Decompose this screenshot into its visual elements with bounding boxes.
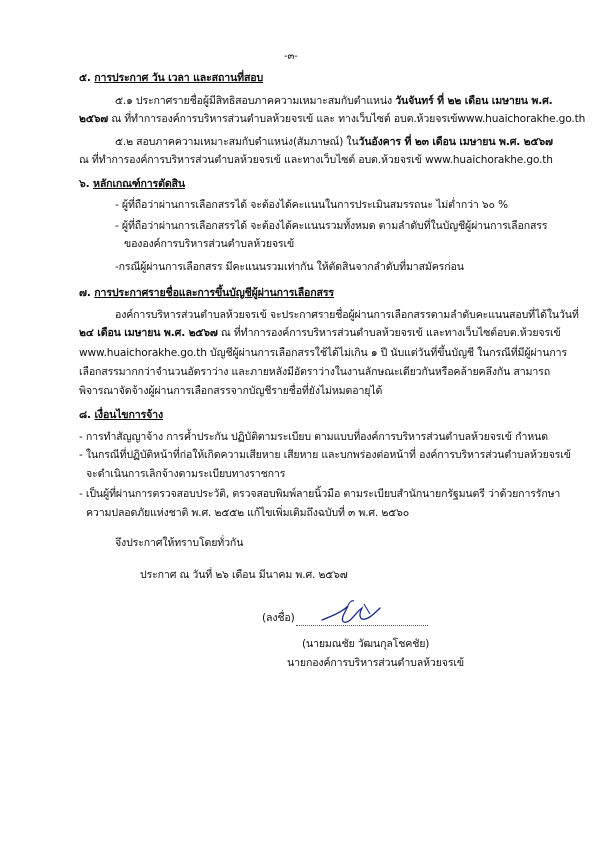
section-7-heading [79, 287, 334, 300]
section-5-2-line2: ณ ที่ทำการองค์การบริหารส่วนตำบลห้วยจรเข้ และทางเว็บไซต์ อบต.ห้วยจรเข้ www.huaichorakhe.go.th [79, 154, 553, 166]
section-8-title: เงื่อนไขการจ้าง [94, 409, 164, 421]
section-6-item-2-cont: ขององค์การบริหารส่วนตำบลห้วยจรเข้ [124, 238, 295, 250]
section-8-item-3-cont: ความปลอดภัยแห่งชาติ พ.ศ. ๒๕๕๒ แก้ไขเพิ่มเติมถึงฉบับที่ ๓ พ.ศ. ๒๕๖๐ [86, 507, 410, 519]
signature-label: (ลงชื่อ) [262, 612, 295, 624]
signature-image [318, 598, 384, 634]
section-5-2-line1 [115, 136, 553, 149]
section-5-1-date: วันจันทร์ ที่ ๒๒ เดือน เมษายน พ.ศ. [395, 95, 553, 107]
section-7-line3: www.huaichorakhe.go.th บัญชีผู้ผ่านการเลือกสรรใช้ได้ไม่เกิน ๑ ปี นับแต่วันที่ขึ้นบัญชี ในกรณีที่มีผู้ผ่านการ [79, 347, 567, 359]
section-5-1-text: ๕.๑ ประกาศรายชื่อผู้มีสิทธิสอบภาคความเหมาะสมกับตำแหน่ง [115, 95, 392, 107]
section-8-number: ๘. [79, 409, 91, 421]
section-7-date: ๒๔ เดือน เมษายน พ.ศ. ๒๕๖๗ [79, 327, 218, 339]
section-7-line5: พิจารณาจัดจ้างผู้ผ่านการเลือกสรรจากบัญชีรายชื่อที่ยังไม่หมดอายุได้ [79, 385, 383, 397]
section-8-item-3: - เป็นผู้ที่ผ่านการตรวจสอบประวัติ, ตรวจสอบพิมพ์ลายนิ้วมือ ตามระเบียบสำนักนายกรัฐมนตรี ว่าด้วยการรักษา [79, 488, 561, 500]
section-6-number: ๖. [79, 178, 90, 190]
section-5-1-place: ณ ที่ทำการองค์การบริหารส่วนตำบลห้วยจรเข้ และ ทางเว็บไซต์ อบต.ห้วยจรเข้www.huaichorakhe.go.th [111, 113, 586, 125]
section-7-title: การประกาศรายชื่อและการขึ้นบัญชีผู้ผ่านการเลือกสรร [94, 287, 334, 299]
section-6-heading [79, 178, 185, 191]
page-number: -๓- [284, 51, 298, 62]
section-7-place: ณ ที่ทำการองค์การบริหารส่วนตำบลห้วยจรเข้ และทางเว็บไซต์อบต.ห้วยจรเข้ [220, 327, 561, 339]
section-5-1-year: ๒๕๖๗ [79, 113, 109, 125]
closing-statement: จึงประกาศให้ทราบโดยทั่วกัน [115, 537, 244, 549]
section-6-item-2: - ผู้ที่ถือว่าผ่านการเลือกสรรได้ จะต้องได้คะแนนรวมทั้งหมด ตามลำดับที่ในบัญชีผู้ผ่านการเลือกสรร [115, 220, 548, 232]
section-5-heading [79, 72, 263, 85]
section-5-2-date: วันอังคาร ที่ ๒๓ เดือน เมษายน พ.ศ. ๒๕๖๗ [358, 136, 553, 148]
section-6-title: หลักเกณฑ์การตัดสิน [93, 178, 185, 190]
section-6-item-1: - ผู้ที่ถือว่าผ่านการเลือกสรรได้ จะต้องได้คะแนนในการประเมินสมรรถนะ ไม่ต่ำกว่า ๖๐ % [115, 199, 508, 211]
section-8-item-2-cont: จะดำเนินการเลิกจ้างตามระเบียบทางราชการ [86, 468, 286, 480]
section-8-heading [79, 409, 163, 422]
signature-line [296, 624, 428, 626]
announcement-date: ประกาศ ณ วันที่ ๒๖ เดือน มีนาคม พ.ศ. ๒๕๖๗ [140, 569, 348, 581]
signatory-name: (นายมณชัย วัฒนกุลโชคชัย) [302, 638, 430, 650]
section-5-1-line2 [79, 113, 585, 126]
section-5-2-text: ๕.๒ สอบภาคความเหมาะสมกับตำแหน่ง(สัมภาษณ์) ใน [115, 136, 359, 148]
section-7-line4: เลือกสรรมากกว่าจำนวนอัตราว่าง และภายหลังมีอัตราว่างในงานลักษณะเดียวกันหรือคล้ายคลึงกัน สามารถ [79, 366, 550, 378]
section-8-item-1: - การทำสัญญาจ้าง การค้ำประกัน ปฏิบัติตามระเบียบ ตามแบบที่องค์การบริหารส่วนตำบลห้วยจรเข้ กำหนด [79, 431, 548, 443]
section-7-number: ๗. [79, 287, 91, 299]
section-8-item-2: - ในกรณีที่ปฏิบัติหน้าที่ก่อให้เกิดความเสียหาย เสียหาย และบกพร่องต่อหน้าที่ องค์การบริหารส่วนตำบลห้วยจรเข้ [79, 449, 571, 461]
section-7-line1: องค์การบริหารส่วนตำบลห้วยจรเข้ จะประกาศรายชื่อผู้ผ่านการเลือกสรรตามลำดับคะแนนสอบที่ได้ในวันที่ [115, 309, 579, 321]
section-7-line2 [79, 327, 561, 340]
section-5-1-line1 [115, 95, 553, 108]
section-5-number: ๕. [79, 72, 91, 84]
section-5-title: การประกาศ วัน เวลา และสถานที่สอบ [94, 72, 264, 84]
section-6-item-3: -กรณีผู้ผ่านการเลือกสรร มีคะแนนรวมเท่ากัน ให้ตัดสินจากลำดับที่มาสมัครก่อน [115, 261, 464, 273]
signatory-position: นายกองค์การบริหารส่วนตำบลห้วยจรเข้ [287, 657, 464, 669]
